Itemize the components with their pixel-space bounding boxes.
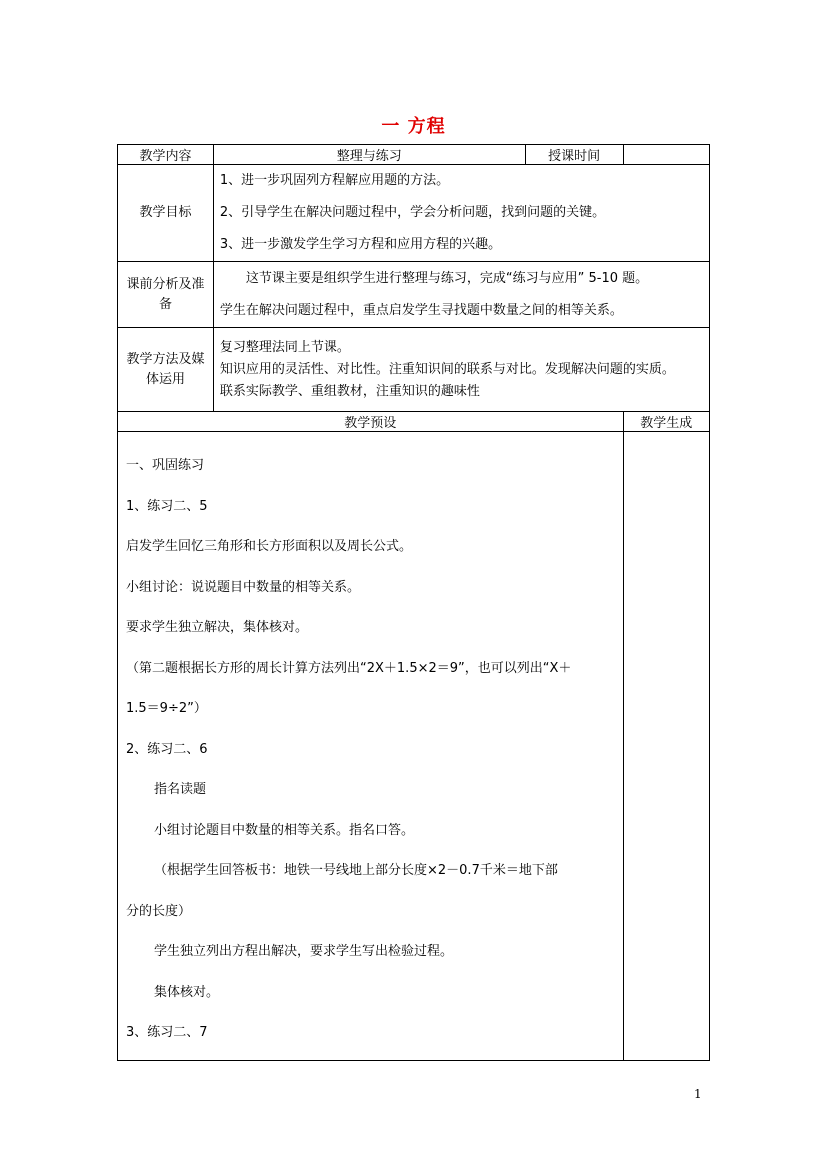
body-line: 集体核对。: [154, 984, 220, 1000]
prep-row: [118, 262, 710, 328]
section-header-row: [118, 412, 710, 432]
exercise-heading: 3、练习二、7: [126, 1025, 208, 1040]
content-value: 整理与练习: [213, 145, 525, 165]
time-value: [623, 145, 709, 165]
preset-content: [118, 432, 624, 1061]
exercise-heading: 2、练习二、6: [126, 741, 208, 757]
generated-header: 教学生成: [623, 412, 709, 432]
body-line: 1.5＝9÷2”）: [126, 701, 207, 716]
prep-label: 课前分析及准备: [118, 262, 214, 328]
preset-header: 教学预设: [118, 412, 624, 432]
body-row: [118, 432, 710, 1061]
body-line: 小组讨论题目中数量的相等关系。指名口答。: [154, 822, 415, 838]
prep-line: 这节课主要是组织学生进行整理与练习，完成“练习与应用” 5-10 题。: [245, 270, 649, 286]
section-heading: 一、巩固练习: [126, 458, 205, 473]
document-title: 一 方程: [381, 116, 446, 137]
prep-line: 学生在解决问题过程中，重点启发学生寻找题中数量之间的相等关系。: [219, 302, 623, 318]
time-label: 授课时间: [525, 145, 623, 165]
methods-line: 知识应用的灵活性、对比性。注重知识间的联系与对比。发现解决问题的实质。: [219, 361, 675, 377]
header-row: [118, 145, 710, 165]
methods-line: 复习整理法同上节课。: [219, 339, 350, 355]
content-label: 教学内容: [118, 145, 214, 165]
goals-content: [213, 165, 709, 262]
goals-row: [118, 165, 710, 262]
body-line: 学生独立列出方程出解决，要求学生写出检验过程。: [154, 944, 454, 959]
generated-content: [623, 432, 709, 1061]
goal-item: 2、引导学生在解决问题过程中，学会分析问题，找到问题的关键。: [219, 205, 606, 220]
prep-content: [213, 262, 709, 328]
body-line: 指名读题: [154, 782, 207, 797]
goals-label: 教学目标: [118, 165, 214, 262]
goal-item: 3、进一步激发学生学习方程和应用方程的兴趣。: [219, 237, 502, 252]
lesson-plan-table: [117, 144, 710, 1061]
goal-item: 1、进一步巩固列方程解应用题的方法。: [219, 173, 450, 188]
body-line: （第二题根据长方形的周长计算方法列出“2X＋1.5×2＝9”，也可以列出“X＋: [126, 660, 572, 676]
exercise-heading: 1、练习二、5: [126, 498, 208, 514]
body-line: 启发学生回忆三角形和长方形面积以及周长公式。: [126, 539, 413, 554]
body-line: 要求学生独立解决，集体核对。: [126, 620, 309, 635]
methods-line: 联系实际教学、重组教材，注重知识的趣味性: [219, 383, 480, 399]
methods-row: [118, 328, 710, 412]
body-line: 分的长度）: [126, 903, 192, 919]
body-line: 小组讨论：说说题目中数量的相等关系。: [126, 579, 361, 595]
body-line: （根据学生回答板书：地铁一号线地上部分长度×2－0.7千米＝地下部: [154, 863, 558, 878]
methods-label: 教学方法及媒体运用: [118, 328, 214, 412]
methods-content: [213, 328, 709, 412]
page-number: 1: [694, 1087, 702, 1101]
